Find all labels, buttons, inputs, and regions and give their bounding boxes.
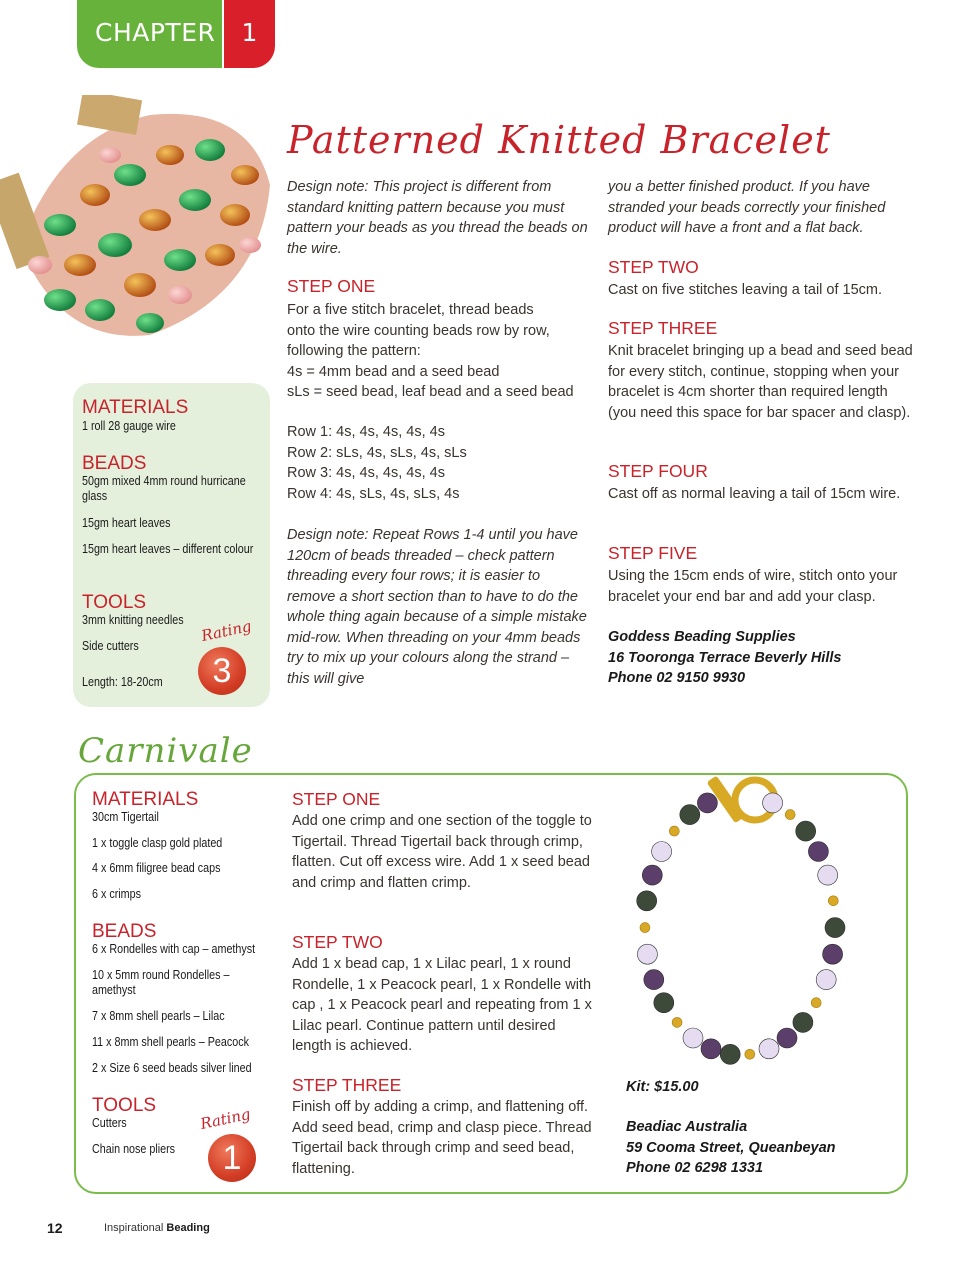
step-heading: STEP FIVE xyxy=(608,543,698,563)
peacock-pearl-bead xyxy=(654,993,674,1013)
beads-heading: BEADS xyxy=(92,921,157,942)
step-heading: STEP TWO xyxy=(608,257,699,277)
step-line: following the pattern: xyxy=(287,343,421,359)
peacock-pearl-bead xyxy=(637,891,657,911)
peacock-pearl-bead xyxy=(796,821,816,841)
step-heading: STEP TWO xyxy=(292,932,383,952)
supplier-info xyxy=(626,1117,896,1179)
design-note: Design note: Repeat Rows 1-4 until you have 120cm of beads threaded – check pattern threading every four rows; it is easier to remove a short section than to have to do the whole thing again because of a simple mistake mid-row. When threading on your 4mm beads try to mix up your colours along the strand – this will give xyxy=(287,527,587,687)
step-heading: STEP THREE xyxy=(608,318,718,338)
supplier-address: 59 Cooma Street, Queanbeyan xyxy=(626,1139,836,1156)
lilac-pearl-bead xyxy=(652,842,672,862)
peacock-pearl-bead xyxy=(644,970,664,990)
step-heading: STEP FOUR xyxy=(608,461,708,481)
row-line: Row 3: 4s, 4s, 4s, 4s, 4s xyxy=(287,465,445,481)
beads-item: 10 x 5mm round Rondelles – amethyst xyxy=(92,968,230,997)
materials-item: 30cm Tigertail xyxy=(92,810,159,824)
materials-item: 4 x 6mm filigree bead caps xyxy=(92,861,221,875)
supplier-info xyxy=(608,627,928,689)
rating-badge: 3 xyxy=(198,647,246,695)
tools-item: Length: 18-20cm xyxy=(82,675,163,689)
carnivale-title: Carnivale xyxy=(76,731,259,771)
materials-item: 1 x toggle clasp gold plated xyxy=(92,836,223,850)
materials-heading: MATERIALS xyxy=(82,397,189,418)
materials-item: 6 x crimps xyxy=(92,887,141,901)
carnivale-bracelet-photo xyxy=(625,700,865,1070)
rating-label: Rating xyxy=(199,616,253,646)
materials-heading: MATERIALS xyxy=(92,789,199,810)
step-text: Using the 15cm ends of wire, stitch onto your bracelet your end bar and add your clasp. xyxy=(608,568,898,605)
peacock-pearl-bead xyxy=(823,944,843,964)
materials-item: 1 roll 28 gauge wire xyxy=(82,419,176,433)
magazine-name-bold: Beading xyxy=(166,1222,210,1234)
rondelle-bead xyxy=(672,1017,682,1027)
peacock-pearl-bead xyxy=(697,793,717,813)
page-number: 12 xyxy=(47,1220,63,1236)
rondelle-bead xyxy=(669,826,679,836)
supplier-phone: Phone 02 6298 1331 xyxy=(626,1160,764,1176)
beads-heading: BEADS xyxy=(82,453,147,474)
kit-price: Kit: $15.00 xyxy=(626,1079,699,1095)
step-text: Add 1 x bead cap, 1 x Lilac pearl, 1 x round Rondelle, 1 x Peacock pearl, 1 x Rondelle with cap , 1 x Peacock pearl and repeating from 1 x Lilac pearl. Continue pattern until desired length is achieved. xyxy=(292,956,592,1054)
beads-item: 50gm mixed 4mm round hurricane glass xyxy=(82,474,246,503)
step-line: 4s = 4mm bead and a seed bead xyxy=(287,363,500,380)
peacock-pearl-bead xyxy=(777,1028,797,1048)
lilac-pearl-bead xyxy=(816,970,836,990)
tools-item: Cutters xyxy=(92,1116,127,1130)
knitted-bracelet-photo xyxy=(0,95,275,345)
project-title: Patterned Knitted Bracelet xyxy=(287,118,831,162)
supplier-name: Beadiac Australia xyxy=(626,1119,748,1135)
beads-item: 2 x Size 6 seed beads silver lined xyxy=(92,1061,252,1075)
supplier-address: 16 Tooronga Terrace Beverly Hills xyxy=(608,649,842,666)
chapter-label: CHAPTER xyxy=(95,18,216,47)
beads-item: 11 x 8mm shell pearls – Peacock xyxy=(92,1035,249,1049)
chapter-tab xyxy=(77,0,275,68)
peacock-pearl-bead xyxy=(680,805,700,825)
lilac-pearl-bead xyxy=(763,793,783,813)
lilac-pearl-bead xyxy=(637,944,657,964)
step-one-text xyxy=(287,300,597,403)
beads-item: 15gm heart leaves – different colour xyxy=(82,542,254,556)
step-heading: STEP THREE xyxy=(292,1075,402,1095)
step-line: sLs = seed bead, leaf bead and a seed bead xyxy=(287,384,574,400)
step-heading: STEP ONE xyxy=(287,276,376,296)
lilac-pearl-bead xyxy=(759,1039,779,1059)
design-note: Design note: This project is different from standard knitting pattern because you must pattern your beads as you thread the beads on the wire. xyxy=(287,179,588,257)
step-text: Add one crimp and one section of the toggle to Tigertail. Thread Tigertail back through crimp, flatten. Cut off excess wire. Add 1 x seed bead and crimp and flatten crimp. xyxy=(292,813,592,891)
chapter-number: 1 xyxy=(241,18,258,47)
row-line: Row 4: 4s, sLs, 4s, sLs, 4s xyxy=(287,485,460,502)
supplier-phone: Phone 02 9150 9930 xyxy=(608,670,746,686)
tools-heading: TOOLS xyxy=(82,592,147,613)
rating-badge: 1 xyxy=(208,1134,256,1182)
beads-item: 6 x Rondelles with cap – amethyst xyxy=(92,942,256,956)
step-line: For a five stitch bracelet, thread beads xyxy=(287,302,534,318)
lilac-pearl-bead xyxy=(818,865,838,885)
tools-item: Side cutters xyxy=(82,639,139,653)
rondelle-bead xyxy=(811,998,821,1008)
peacock-pearl-bead xyxy=(793,1012,813,1032)
magazine-name-light: Inspirational xyxy=(104,1222,164,1234)
beads-item: 15gm heart leaves xyxy=(82,516,171,530)
peacock-pearl-bead xyxy=(825,918,845,938)
step-text: Cast on five stitches leaving a tail of 15cm. xyxy=(608,282,883,298)
peacock-pearl-bead xyxy=(642,865,662,885)
design-note-continued: you a better finished product. If you have stranded your beads correctly your finished product will have a front and a flat back. xyxy=(608,179,886,236)
step-heading: STEP ONE xyxy=(292,789,381,809)
tools-item: Chain nose pliers xyxy=(92,1142,176,1156)
row-line: Row 2: sLs, 4s, sLs, 4s, sLs xyxy=(287,444,467,461)
tools-heading: TOOLS xyxy=(92,1095,157,1116)
rating-label: Rating xyxy=(198,1104,252,1134)
step-text: Cast off as normal leaving a tail of 15cm wire. xyxy=(608,486,901,502)
magazine-name xyxy=(104,1222,210,1234)
peacock-pearl-bead xyxy=(720,1044,740,1064)
supplier-name: Goddess Beading Supplies xyxy=(608,629,796,645)
rondelle-bead xyxy=(640,923,650,933)
peacock-pearl-bead xyxy=(701,1039,721,1059)
step-text: Knit bracelet bringing up a bead and seed bead for every stitch, continue, stopping when your bracelet is 4cm shorter than required length (you need this space for bar spacer and clasp). xyxy=(608,343,913,421)
rondelle-bead xyxy=(745,1049,755,1059)
step-text: Finish off by adding a crimp, and flattening off. Add seed bead, crimp and clasp piece. Thread Tigertail back through crimp and seed bead, flattening. xyxy=(292,1099,592,1177)
rondelle-bead xyxy=(828,896,838,906)
tools-item: 3mm knitting needles xyxy=(82,613,184,627)
beads-item: 7 x 8mm shell pearls – Lilac xyxy=(92,1009,225,1023)
row-pattern xyxy=(287,422,587,504)
lilac-pearl-bead xyxy=(683,1028,703,1048)
row-line: Row 1: 4s, 4s, 4s, 4s, 4s xyxy=(287,424,445,440)
step-line: onto the wire counting beads row by row, xyxy=(287,322,550,339)
peacock-pearl-bead xyxy=(808,842,828,862)
rondelle-bead xyxy=(785,810,795,820)
